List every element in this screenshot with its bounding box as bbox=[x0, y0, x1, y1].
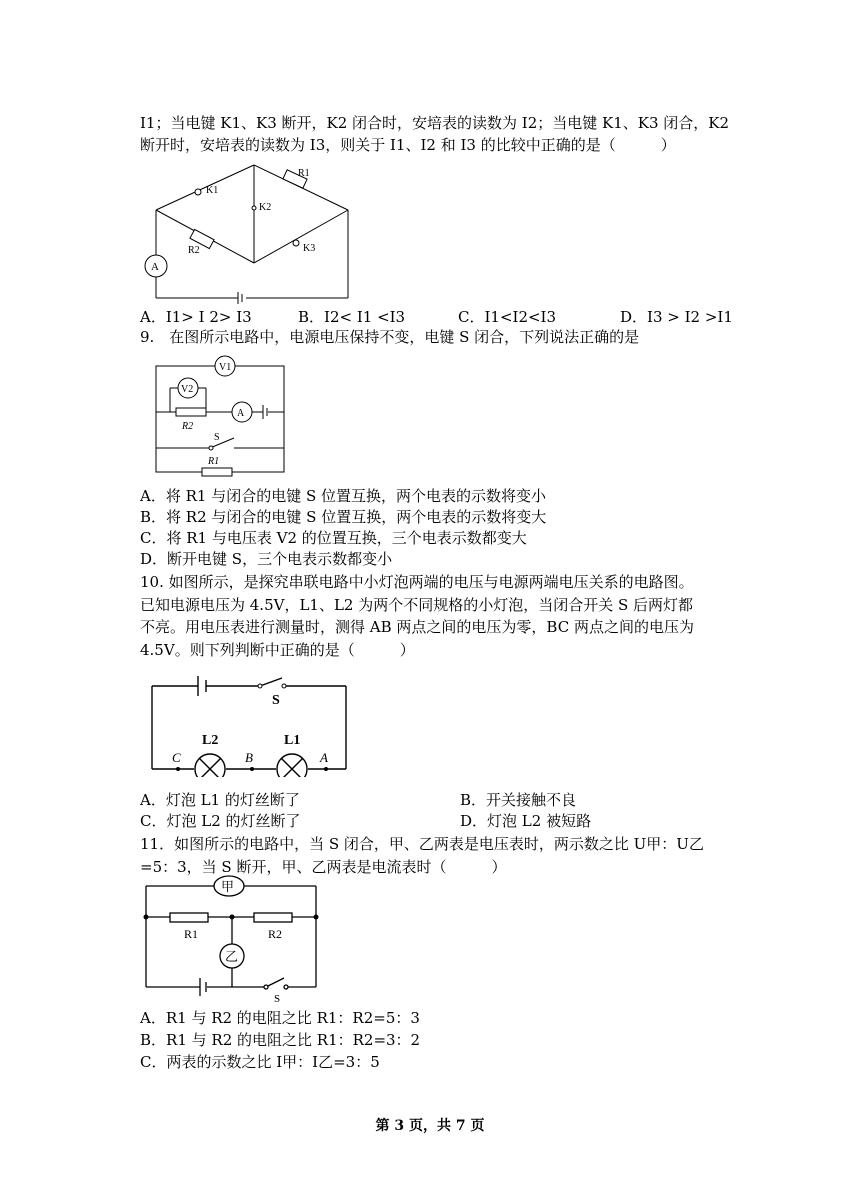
q8-fig-label-a: A bbox=[151, 261, 159, 273]
q11-fig-label-s: S bbox=[274, 993, 281, 1004]
q8-fig-label-r2: R2 bbox=[188, 245, 200, 256]
q8-line2: 断开时，安培表的读数为 I3，则关于 I1、I2 和 I3 的比较中正确的是（ ） bbox=[140, 136, 676, 154]
q10-circuit-figure bbox=[148, 672, 353, 777]
q9-fig-label-r2: R2 bbox=[182, 421, 194, 432]
q9-fig-label-a: A bbox=[237, 408, 245, 419]
q11-option-a: A．R1 与 R2 的电阻之比 R1：R2=5：3 bbox=[140, 1009, 420, 1027]
q9-fig-label-v2: V2 bbox=[181, 384, 194, 395]
q10-line3: 不亮。用电压表进行测量时，测得 AB 两点之间的电压为零，BC 两点之间的电压为 bbox=[140, 618, 694, 636]
q10-fig-label-l2: L2 bbox=[202, 733, 219, 748]
q9-stem: 9. 在图所示电路中，电源电压保持不变，电键 S 闭合，下列说法正确的是 bbox=[140, 328, 640, 346]
q10-line4: 4.5V。则下列判断中正确的是（ ） bbox=[140, 641, 415, 659]
page-footer: 第 3 页，共 7 页 bbox=[375, 1118, 485, 1134]
q9-circuit-figure bbox=[150, 352, 290, 477]
q9-fig-label-v1: V1 bbox=[219, 362, 232, 373]
q8-fig-label-k3: K3 bbox=[303, 243, 316, 254]
q8-line1: I1；当电键 K1、K3 断开，K2 闭合时，安培表的读数为 I2；当电键 K1、K3 闭合，K2 bbox=[140, 114, 730, 132]
q8-circuit-figure bbox=[136, 160, 356, 305]
q9-fig-label-s: S bbox=[214, 432, 220, 443]
q8-option-a: A．I1> I 2> I3 bbox=[140, 308, 252, 326]
q11-option-b: B．R1 与 R2 的电阻之比 R1：R2=3：2 bbox=[140, 1031, 421, 1049]
q10-option-c: C．灯泡 L2 的灯丝断了 bbox=[140, 812, 301, 830]
q9-option-a: A．将 R1 与闭合的电键 S 位置互换，两个电表的示数将变小 bbox=[140, 487, 547, 505]
q10-option-d: D．灯泡 L2 被短路 bbox=[460, 812, 592, 830]
q10-fig-label-s: S bbox=[272, 693, 280, 708]
q10-fig-label-c: C bbox=[172, 750, 181, 765]
q11-fig-label-jia: 甲 bbox=[221, 879, 235, 894]
q10-fig-label-l1: L1 bbox=[284, 733, 301, 748]
q8-option-d: D．I3 > I2 >I1 bbox=[620, 308, 733, 326]
q9-option-b: B．将 R2 与闭合的电键 S 位置互换，两个电表的示数将变大 bbox=[140, 508, 547, 526]
q11-option-c: C．两表的示数之比 I甲：I乙=3：5 bbox=[140, 1053, 380, 1071]
q10-line2: 已知电源电压为 4.5V，L1、L2 为两个不同规格的小灯泡，当闭合开关 S 后两灯都 bbox=[140, 596, 694, 614]
q8-fig-label-k1: K1 bbox=[206, 185, 219, 196]
q9-option-d: D．断开电键 S，三个电表示数都变小 bbox=[140, 550, 393, 568]
q10-fig-label-b: B bbox=[245, 750, 253, 765]
q8-fig-label-k2: K2 bbox=[259, 202, 272, 213]
q8-option-c: C．I1<I2<I3 bbox=[458, 308, 557, 326]
q11-line2: =5：3，当 S 断开，甲、乙两表是电流表时（ ） bbox=[140, 858, 507, 876]
q11-fig-label-yi: 乙 bbox=[225, 949, 239, 964]
q8-option-b: B．I2< I1 <I3 bbox=[298, 308, 406, 326]
q10-fig-label-a: A bbox=[320, 750, 328, 765]
q11-fig-label-r1: R1 bbox=[184, 927, 199, 941]
q8-fig-label-r1: R1 bbox=[298, 168, 310, 179]
q11-fig-label-r2: R2 bbox=[268, 927, 283, 941]
q10-option-a: A．灯泡 L1 的灯丝断了 bbox=[140, 791, 300, 809]
q9-fig-label-r1: R1 bbox=[208, 456, 220, 467]
q9-option-c: C．将 R1 与电压表 V2 的位置互换，三个电表示数都变大 bbox=[140, 529, 527, 547]
q11-line1: 11．如图所示的电路中，当 S 闭合，甲、乙两表是电压表时，两示数之比 U甲：U乙 bbox=[140, 835, 704, 853]
q10-option-b: B．开关接触不良 bbox=[460, 791, 577, 809]
q11-circuit-figure bbox=[140, 874, 325, 1004]
q10-line1: 10. 如图所示，是探究串联电路中小灯泡两端的电压与电源两端电压关系的电路图。 bbox=[140, 573, 694, 591]
